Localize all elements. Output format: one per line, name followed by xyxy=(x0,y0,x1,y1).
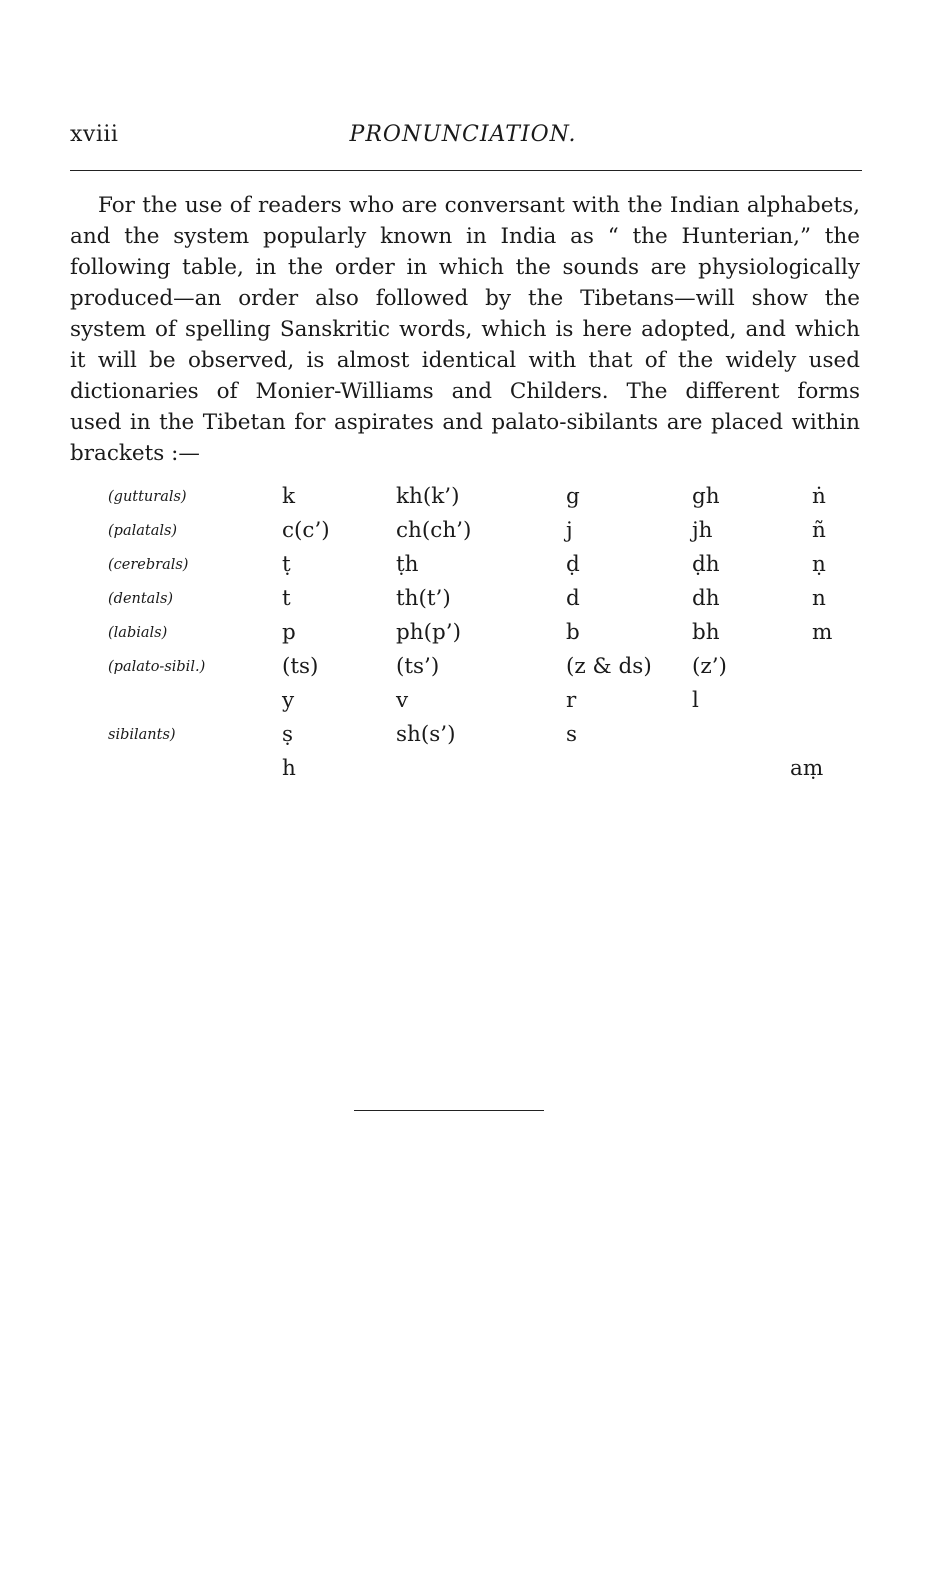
paragraph-line: produced—an order also followed by the Tibetans—will show the xyxy=(70,286,860,311)
table-cell: d xyxy=(566,586,580,611)
table-row xyxy=(0,548,926,582)
intro-paragraph xyxy=(70,190,860,469)
table-cell: c(c’) xyxy=(282,518,330,543)
paragraph-line: system of spelling Sanskritic words, which is here adopted, and which xyxy=(70,317,860,342)
table-cell: p xyxy=(282,620,296,645)
table-cell: ph(p’) xyxy=(396,620,461,645)
header-rule xyxy=(70,170,862,171)
category-label: (palato-sibil.) xyxy=(108,659,206,675)
table-cell: y xyxy=(282,688,295,713)
table-cell: (z’) xyxy=(692,654,727,679)
table-cell: ṭh xyxy=(396,552,419,577)
table-row xyxy=(0,752,926,786)
table-cell: ñ xyxy=(812,518,826,543)
table-cell: (ts’) xyxy=(396,654,440,679)
category-label: (labials) xyxy=(108,625,168,641)
paragraph-line: dictionaries of Monier-Williams and Childers. The different forms xyxy=(70,379,860,404)
table-cell: ch(ch’) xyxy=(396,518,472,543)
table-cell: sh(s’) xyxy=(396,722,456,747)
category-label: (cerebrals) xyxy=(108,557,189,573)
table-cell: ḍ xyxy=(566,552,580,577)
category-label: (dentals) xyxy=(108,591,174,607)
section-end-rule xyxy=(354,1110,544,1111)
table-cell: ṅ xyxy=(812,484,826,509)
table-cell: h xyxy=(282,756,296,781)
table-cell: th(t’) xyxy=(396,586,451,611)
table-row xyxy=(0,480,926,514)
table-cell: aṃ xyxy=(790,756,824,781)
table-row xyxy=(0,514,926,548)
table-cell: jh xyxy=(692,518,713,543)
table-cell: v xyxy=(396,688,409,713)
table-cell: j xyxy=(566,518,573,543)
table-cell: r xyxy=(566,688,577,713)
table-cell: g xyxy=(566,484,580,509)
paragraph-line: and the system popularly known in India as “ the Hunterian,” the xyxy=(70,224,860,249)
table-cell: ḍh xyxy=(692,552,720,577)
table-cell: b xyxy=(566,620,580,645)
table-cell: k xyxy=(282,484,296,509)
transliteration-table xyxy=(0,480,926,786)
table-cell: m xyxy=(812,620,833,645)
paragraph-line: it will be observed, is almost identical with that of the widely used xyxy=(70,348,860,373)
table-cell: ṭ xyxy=(282,552,291,577)
table-cell: ṇ xyxy=(812,552,826,577)
table-cell: n xyxy=(812,586,826,611)
paragraph-line: following table, in the order in which the sounds are physiologically xyxy=(70,255,860,280)
table-cell: (ts) xyxy=(282,654,319,679)
table-cell: (z & ds) xyxy=(566,654,652,679)
paragraph-line: brackets :— xyxy=(70,441,200,466)
table-cell: gh xyxy=(692,484,720,509)
table-row xyxy=(0,616,926,650)
table-row xyxy=(0,650,926,684)
table-cell: kh(k’) xyxy=(396,484,460,509)
table-row xyxy=(0,582,926,616)
category-label: sibilants) xyxy=(108,727,176,743)
paragraph-line: used in the Tibetan for aspirates and palato-sibilants are placed within xyxy=(70,410,860,435)
table-row xyxy=(0,684,926,718)
table-cell: s xyxy=(566,722,578,747)
table-cell: ṣ xyxy=(282,722,294,747)
table-cell: dh xyxy=(692,586,720,611)
table-cell: t xyxy=(282,586,291,611)
table-row xyxy=(0,718,926,752)
category-label: (palatals) xyxy=(108,523,178,539)
paragraph-line: For the use of readers who are conversant with the Indian alphabets, xyxy=(98,193,860,218)
category-label: (gutturals) xyxy=(108,489,187,505)
page-number: xviii xyxy=(70,122,119,147)
table-cell: bh xyxy=(692,620,720,645)
table-cell: l xyxy=(692,688,699,713)
running-title: PRONUNCIATION. xyxy=(349,122,577,147)
